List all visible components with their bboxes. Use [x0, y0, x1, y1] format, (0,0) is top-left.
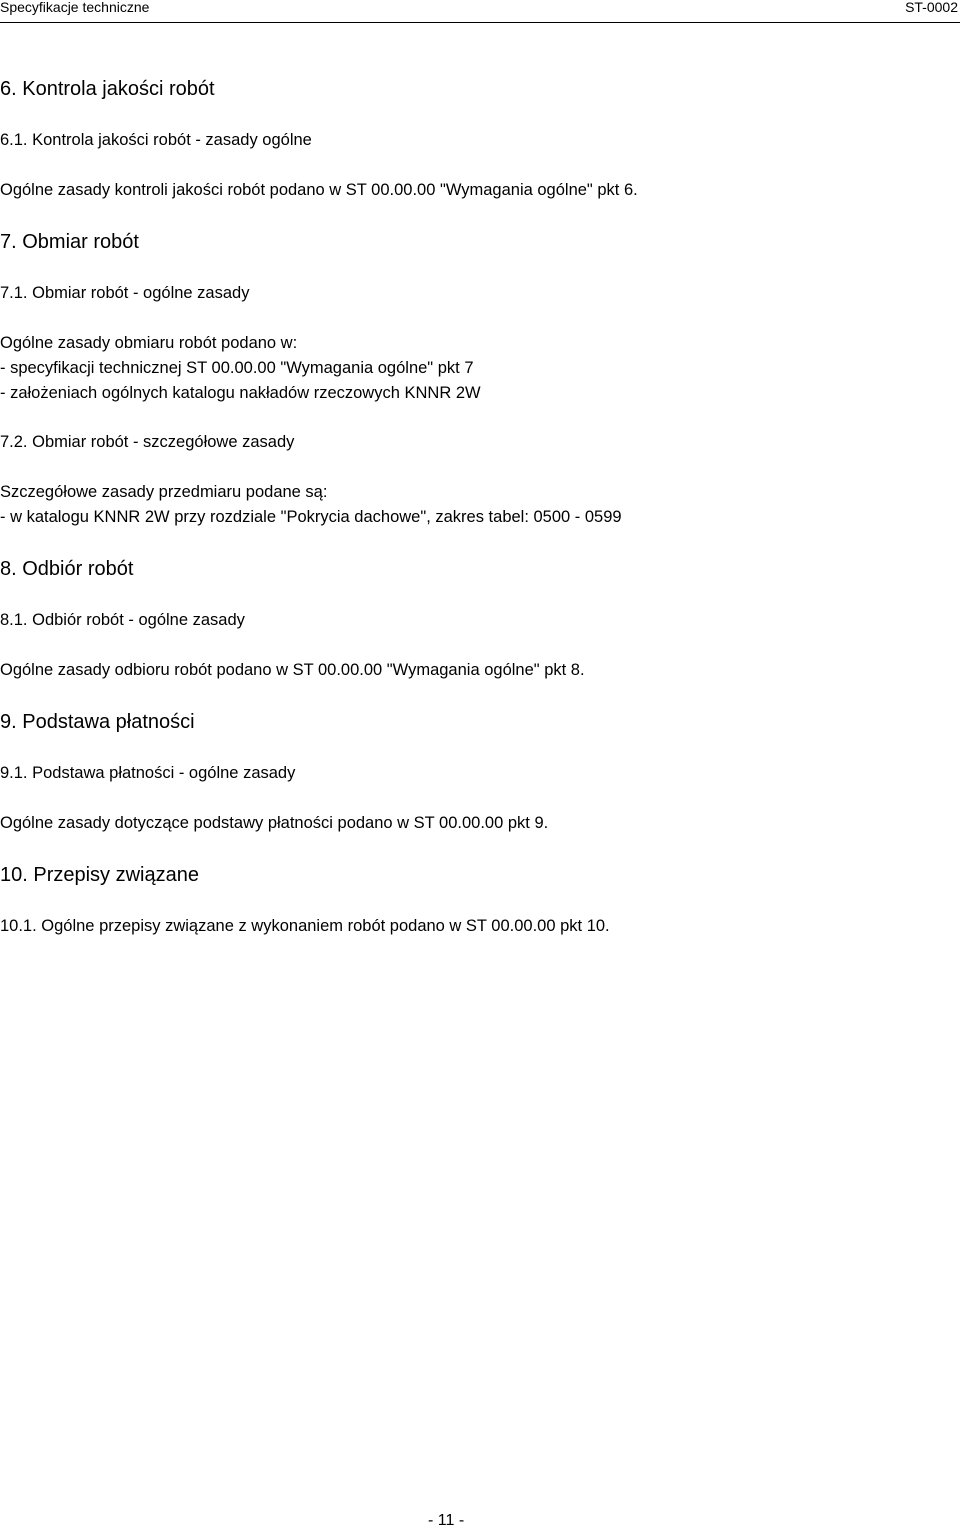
section-10-heading: 10. Przepisy związane [0, 864, 199, 886]
document-code: ST-0002 [905, 0, 958, 15]
section-7-1-text-intro: Ogólne zasady obmiaru robót podano w: [0, 334, 298, 352]
section-7-heading: 7. Obmiar robót [0, 231, 139, 253]
section-7-1-list-item-2: - założeniach ogólnych katalogu nakładów rzeczowych KNNR 2W [0, 384, 481, 402]
section-7-2-list-item-1: - w katalogu KNNR 2W przy rozdziale "Pokrycia dachowe", zakres tabel: 0500 - 0599 [0, 508, 622, 526]
section-6-heading: 6. Kontrola jakości robót [0, 78, 215, 100]
section-7-1-heading: 7.1. Obmiar robót - ogólne zasady [0, 284, 250, 302]
section-8-heading: 8. Odbiór robót [0, 558, 134, 580]
section-9-1-text: Ogólne zasady dotyczące podstawy płatności podano w ST 00.00.00 pkt 9. [0, 814, 549, 832]
page-number: - 11 - [428, 1512, 465, 1529]
section-8-1-heading: 8.1. Odbiór robót - ogólne zasady [0, 611, 245, 629]
section-6-1-heading: 6.1. Kontrola jakości robót - zasady ogólne [0, 131, 312, 149]
section-9-heading: 9. Podstawa płatności [0, 711, 195, 733]
running-header [0, 0, 960, 23]
section-7-1-list-item-1: - specyfikacji technicznej ST 00.00.00 "Wymagania ogólne" pkt 7 [0, 359, 474, 377]
section-9-1-heading: 9.1. Podstawa płatności - ogólne zasady [0, 764, 296, 782]
document-title: Specyfikacje techniczne [0, 0, 150, 15]
section-7-2-heading: 7.2. Obmiar robót - szczegółowe zasady [0, 433, 295, 451]
section-8-1-text: Ogólne zasady odbioru robót podano w ST 00.00.00 "Wymagania ogólne" pkt 8. [0, 661, 585, 679]
section-6-1-text: Ogólne zasady kontroli jakości robót podano w ST 00.00.00 "Wymagania ogólne" pkt 6. [0, 181, 638, 199]
section-10-1-text: 10.1. Ogólne przepisy związane z wykonaniem robót podano w ST 00.00.00 pkt 10. [0, 917, 610, 935]
section-7-2-text-intro: Szczegółowe zasady przedmiaru podane są: [0, 483, 328, 501]
